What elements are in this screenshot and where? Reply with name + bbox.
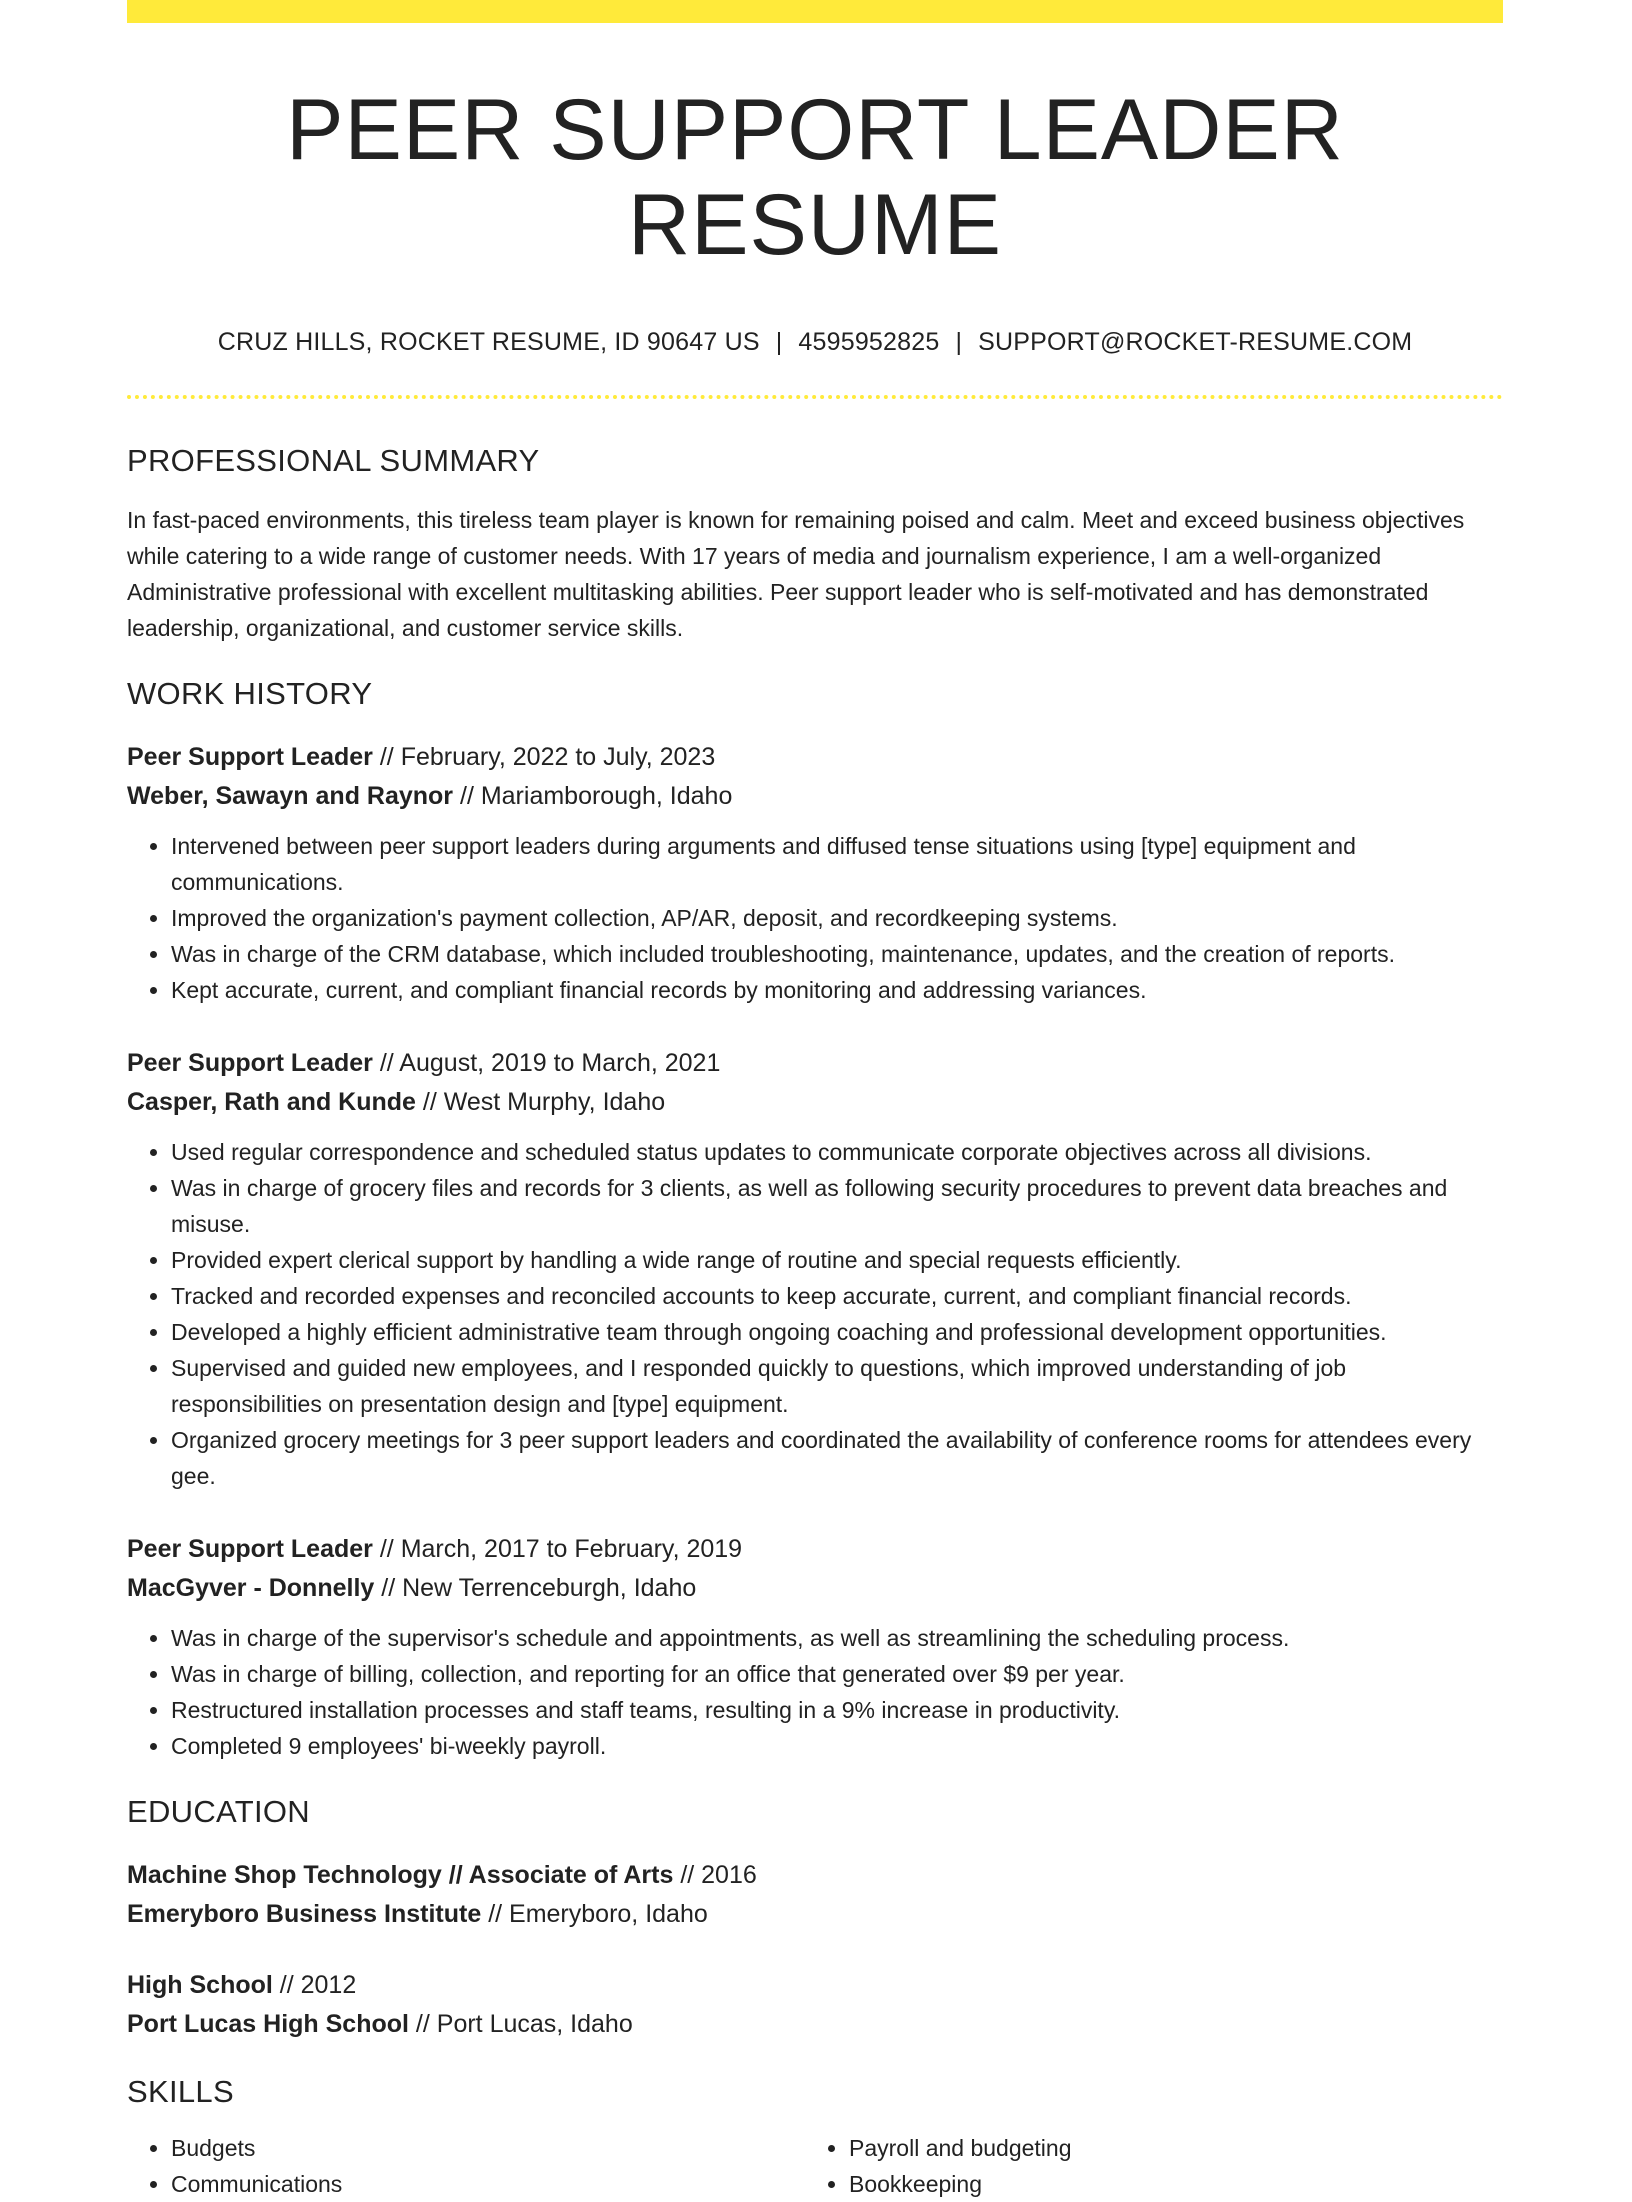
section-title-skills: SKILLS [127, 2074, 234, 2110]
job-location: // New Terrenceburgh, Idaho [374, 1574, 697, 1603]
job-location: // West Murphy, Idaho [415, 1088, 666, 1117]
job-dates: // February, 2022 to July, 2023 [372, 743, 716, 772]
job-role: Peer Support Leader [127, 1049, 373, 1078]
top-accent-bar [127, 0, 1503, 23]
job-bullet: • Restructured installation processes and staff teams, resulting in a 9% increase in productivity. [171, 1692, 1503, 1728]
summary-text: In fast-paced environments, this tireless team player is known for remaining poised and calm. Meet and exceed business objectives while catering to a wide range of customer needs. With 17 years of media and journalism experience, I am a well-organized Administrative professional with excellent multitasking abilities. Peer support leader who is self-motivated and has demonstrated leadership, organizational, and customer service skills. [127, 507, 1465, 642]
job-company-line [127, 1569, 1503, 1608]
skill-item: • Bookkeeping [849, 2166, 1483, 2202]
job-entry [127, 738, 1503, 1008]
education-year: // 2016 [673, 1861, 757, 1890]
education-degree: High School [127, 1971, 273, 2000]
job-bullet: • Organized grocery meetings for 3 peer support leaders and coordinated the availability of conference rooms for attendees every gee. [171, 1422, 1503, 1494]
contact-phone: 4595952825 [798, 328, 940, 357]
job-bullets [127, 828, 1503, 1008]
contact-separator: | [775, 328, 783, 357]
job-bullet: • Was in charge of the supervisor's schedule and appointments, as well as streamlining the scheduling process. [171, 1620, 1503, 1656]
job-bullet: • Used regular correspondence and scheduled status updates to communicate corporate objectives across all divisions. [171, 1134, 1503, 1170]
education-degree-line [127, 1856, 1503, 1895]
job-bullet: • Was in charge of grocery files and records for 3 clients, as well as following security procedures to prevent data breaches and misuse. [171, 1170, 1503, 1242]
job-role-line [127, 738, 1503, 777]
job-location: // Mariamborough, Idaho [453, 782, 733, 811]
section-title-work: WORK HISTORY [127, 676, 373, 712]
job-bullet: • Completed 9 employees' bi-weekly payroll. [171, 1728, 1503, 1764]
education-year: // 2012 [272, 1971, 357, 2000]
job-bullet: • Intervened between peer support leaders during arguments and diffused tense situations using [type] equipment and communications. [171, 828, 1503, 900]
section-title-summary: PROFESSIONAL SUMMARY [127, 443, 540, 479]
contact-email: SUPPORT@ROCKET-RESUME.COM [978, 328, 1413, 357]
education-entry [127, 1856, 1503, 1934]
skills-columns [127, 2130, 1503, 2202]
contact-address: CRUZ HILLS, ROCKET RESUME, ID 90647 US [217, 328, 760, 357]
job-company-line [127, 777, 1503, 816]
job-role-line [127, 1530, 1503, 1569]
job-role: Peer Support Leader [127, 1535, 373, 1564]
education-degree-line [127, 1966, 1503, 2005]
job-bullet: • Was in charge of billing, collection, and reporting for an office that generated over $9 per year. [171, 1656, 1503, 1692]
job-bullet: • Kept accurate, current, and compliant financial records by monitoring and addressing variances. [171, 972, 1503, 1008]
education-school-line [127, 1895, 1503, 1934]
skills-list-right [805, 2130, 1483, 2202]
contact-separator: | [955, 328, 963, 357]
job-bullet: • Improved the organization's payment collection, AP/AR, deposit, and recordkeeping systems. [171, 900, 1503, 936]
job-bullet: • Supervised and guided new employees, and I responded quickly to questions, which improved understanding of job responsibilities on presentation design and [type] equipment. [171, 1350, 1503, 1422]
education-degree: Machine Shop Technology // Associate of Arts [127, 1861, 674, 1890]
job-company: Weber, Sawayn and Raynor [127, 782, 454, 811]
job-bullets [127, 1620, 1503, 1764]
job-bullet: • Was in charge of the CRM database, which included troubleshooting, maintenance, updates, and the creation of reports. [171, 936, 1503, 972]
skill-item: • Communications [171, 2166, 805, 2202]
job-entry [127, 1044, 1503, 1494]
education-school: Port Lucas High School [127, 2010, 409, 2039]
job-company: MacGyver - Donnelly [127, 1574, 375, 1603]
job-role: Peer Support Leader [127, 743, 373, 772]
job-dates: // August, 2019 to March, 2021 [372, 1049, 721, 1078]
skills-list-left [127, 2130, 805, 2202]
job-dates: // March, 2017 to February, 2019 [372, 1535, 743, 1564]
job-entry [127, 1530, 1503, 1764]
education-school-line [127, 2005, 1503, 2044]
education-entry [127, 1966, 1503, 2044]
job-company: Casper, Rath and Kunde [127, 1088, 416, 1117]
resume-page [127, 0, 1503, 2202]
job-company-line [127, 1083, 1503, 1122]
job-role-line [127, 1044, 1503, 1083]
job-bullet: • Tracked and recorded expenses and reconciled accounts to keep accurate, current, and compliant financial records. [171, 1278, 1503, 1314]
job-bullet: • Developed a highly efficient administrative team through ongoing coaching and professional development opportunities. [171, 1314, 1503, 1350]
education-school: Emeryboro Business Institute [127, 1900, 482, 1929]
skill-item: • Payroll and budgeting [849, 2130, 1483, 2166]
job-bullets [127, 1134, 1503, 1494]
job-bullet: • Provided expert clerical support by handling a wide range of routine and special requests efficiently. [171, 1242, 1503, 1278]
education-location: // Emeryboro, Idaho [481, 1900, 708, 1929]
education-location: // Port Lucas, Idaho [408, 2010, 633, 2039]
skill-item: • Budgets [171, 2130, 805, 2166]
contact-line [127, 328, 1503, 357]
section-title-education: EDUCATION [127, 1794, 310, 1830]
dotted-divider [127, 395, 1503, 399]
resume-title: PEER SUPPORT LEADER RESUME [286, 82, 1344, 273]
